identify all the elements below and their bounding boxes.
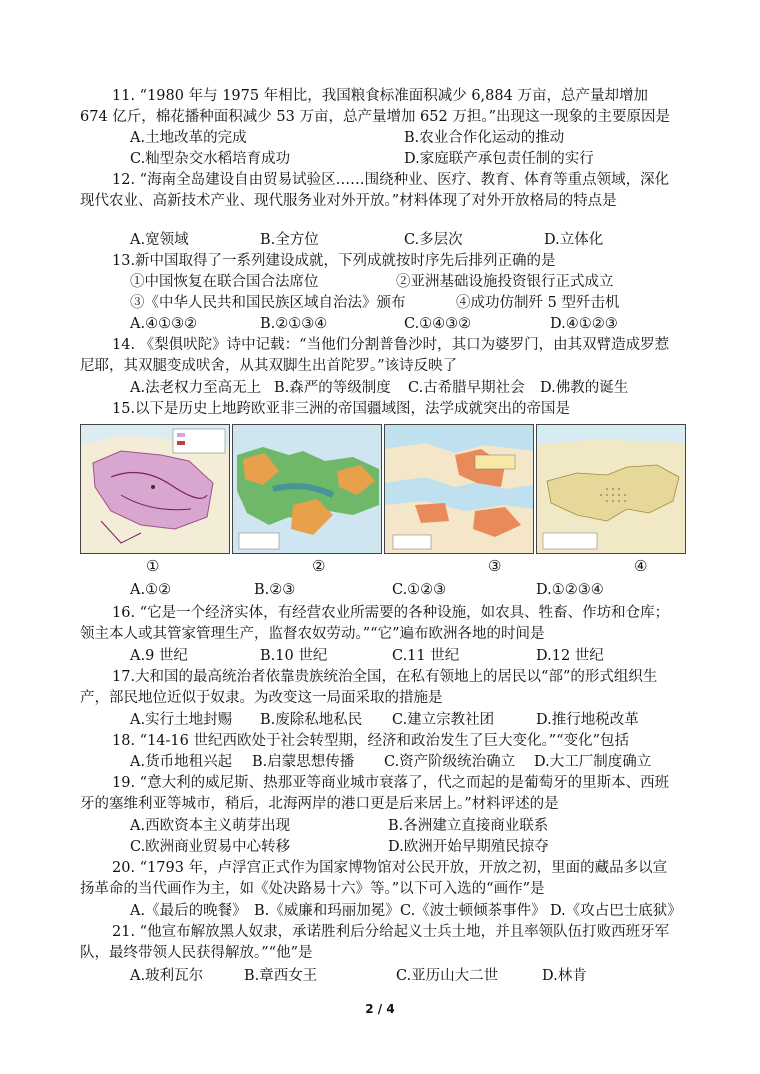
q19-option-d[interactable]: D.欧洲开始早期殖民掠夺 xyxy=(388,839,549,855)
q17-option-d[interactable]: D.推行地税改革 xyxy=(536,712,639,728)
q13-option-b[interactable]: B.②①③④ xyxy=(260,316,328,332)
map-arab-empire[interactable] xyxy=(536,424,686,554)
question-14-options xyxy=(130,378,690,399)
q11-option-a[interactable]: A.土地改革的完成 xyxy=(130,130,247,146)
q13-item-2: ②亚洲基础设施投资银行正式成立 xyxy=(396,274,614,290)
q11-option-c[interactable]: C.籼型杂交水稻培育成功 xyxy=(130,151,291,167)
question-20-stem: 20. “1793 年，卢浮宫正式作为国家博物馆对公民开放，开放之初，里面的藏品多以宣扬革命的当代画作为主，如《处决路易十六》等。”以下可入选的“画作”是 xyxy=(80,860,668,897)
q12-option-c[interactable]: C.多层次 xyxy=(404,232,463,248)
q18-option-c[interactable]: C.资产阶级统治确立 xyxy=(384,754,516,770)
q12-option-a[interactable]: A.宽领域 xyxy=(130,232,189,248)
q21-option-a[interactable]: A.玻利瓦尔 xyxy=(130,968,204,984)
q11-option-b[interactable]: B.农业合作化运动的推动 xyxy=(404,130,565,146)
q21-option-c[interactable]: C.亚历山大二世 xyxy=(396,968,499,984)
q14-option-d[interactable]: D.佛教的诞生 xyxy=(540,380,629,396)
map-persian-empire[interactable] xyxy=(80,424,230,554)
q13-item-1: ①中国恢复在联合国合法席位 xyxy=(130,274,319,290)
question-16-options xyxy=(130,646,690,667)
q13-option-c[interactable]: C.①④③② xyxy=(404,316,472,332)
question-21-options xyxy=(130,966,690,987)
question-12-stem: 12. “海南全岛建设自由贸易试验区……围绕种业、医疗、教育、体育等重点领域，深化现代农业、高新技术产业、现代服务业对外开放。”材料体现了对外开放格局的特点是 xyxy=(80,172,670,209)
q12-option-b[interactable]: B.全方位 xyxy=(260,232,319,248)
q16-option-b[interactable]: B.10 世纪 xyxy=(260,648,328,664)
q19-option-a[interactable]: A.西欧资本主义萌芽出现 xyxy=(130,818,291,834)
q12-option-d[interactable]: D.立体化 xyxy=(544,232,604,248)
q14-option-b[interactable]: B.森严的等级制度 xyxy=(274,380,391,396)
question-15-stem: 15.以下是历史上地跨欧亚非三洲的帝国疆域图，法学成就突出的帝国是 xyxy=(112,401,571,417)
q21-option-d[interactable]: D.林肯 xyxy=(542,968,587,984)
q15-option-d[interactable]: D.①②③④ xyxy=(536,582,604,598)
question-21-stem: 21. “他宣布解放黑人奴隶，承诺胜利后分给起义士兵土地，并且率领队伍打败西班牙军队，最终带领人民获得解放。”“他”是 xyxy=(80,924,670,961)
q18-option-b[interactable]: B.启蒙思想传播 xyxy=(252,754,355,770)
q13-option-a[interactable]: A.④①③② xyxy=(130,316,198,332)
question-18-stem: 18. “14-16 世纪西欧处于社会转型期，经济和政治发生了巨大变化。”“变化”包括 xyxy=(112,733,629,749)
q20-option-d[interactable]: D.《攻占巴士底狱》 xyxy=(550,903,682,919)
q17-option-b[interactable]: B.废除私地私民 xyxy=(260,712,363,728)
q11-option-d[interactable]: D.家庭联产承包责任制的实行 xyxy=(404,151,594,167)
q19-option-b[interactable]: B.各洲建立直接商业联系 xyxy=(388,818,549,834)
q13-item-3: ③《中华人民共和国民族区域自治法》颁布 xyxy=(130,295,406,311)
q15-option-b[interactable]: B.②③ xyxy=(254,582,296,598)
question-19-options-row1 xyxy=(130,816,690,837)
q16-option-d[interactable]: D.12 世纪 xyxy=(536,648,604,664)
q13-option-d[interactable]: D.④①②③ xyxy=(550,316,618,332)
q20-option-c[interactable]: C.《波士顿倾茶事件》 xyxy=(400,903,546,919)
map-label-4: ④ xyxy=(634,557,648,575)
page-number: 2 / 4 xyxy=(365,1002,395,1016)
q18-option-a[interactable]: A.货币地租兴起 xyxy=(130,754,233,770)
q16-option-a[interactable]: A.9 世纪 xyxy=(130,648,188,664)
question-17-options xyxy=(130,710,690,731)
q13-item-4: ④成功仿制歼 5 型歼击机 xyxy=(456,295,620,311)
question-16-stem: 16. “它是一个经济实体，有经营农业所需要的各种设施，如农具、牲畜、作坊和仓库；领主本人或其管家管理生产，监督农奴劳动。”“它”遍布欧洲各地的时间是 xyxy=(80,605,670,642)
q20-option-a[interactable]: A.《最后的晚餐》 xyxy=(130,903,247,919)
q18-option-d[interactable]: D.大工厂制度确立 xyxy=(534,754,652,770)
q15-option-c[interactable]: C.①②③ xyxy=(392,582,447,598)
map-byzantine-empire[interactable] xyxy=(384,424,534,554)
question-20-options xyxy=(130,901,690,922)
question-15-options xyxy=(130,580,690,601)
question-13-options xyxy=(130,314,690,335)
map-label-2: ② xyxy=(312,557,326,575)
question-11-options-row1 xyxy=(130,128,690,149)
q15-option-a[interactable]: A.①② xyxy=(130,582,172,598)
map-label-1: ① xyxy=(146,557,160,575)
question-11-stem: 11. “1980 年与 1975 年相比，我国粮食标准面积减少 6,884 万亩，总产量却增加 674 亿斤，棉花播种面积减少 53 万亩，总产量增加 652 万担。”出现这一现象的主要原因是 xyxy=(80,88,671,125)
question-19-options-row2 xyxy=(130,837,690,858)
map-label-3: ③ xyxy=(488,557,502,575)
map-roman-empire[interactable] xyxy=(232,424,382,554)
empire-maps xyxy=(80,424,680,554)
question-17-stem: 17.大和国的最高统治者依靠贵族统治全国，在私有领地上的居民以“部”的形式组织生产，部民地位近似于奴隶。为改变这一局面采取的措施是 xyxy=(80,669,658,706)
question-11-options-row2 xyxy=(130,149,690,170)
question-18-options xyxy=(130,752,690,773)
q17-option-a[interactable]: A.实行土地封赐 xyxy=(130,712,233,728)
question-12-options xyxy=(130,230,690,251)
q17-option-c[interactable]: C.建立宗教社团 xyxy=(392,712,495,728)
q20-option-b[interactable]: B.《威廉和玛丽加冕》 xyxy=(254,903,400,919)
q21-option-b[interactable]: B.章西女王 xyxy=(244,968,318,984)
question-14-stem: 14. 《梨俱吠陀》诗中记载：“当他们分割普鲁沙时，其口为婆罗门，由其双臂造成罗惹尼耶，其双腿变成吠舍，从其双脚生出首陀罗。”该诗反映了 xyxy=(80,337,670,374)
q14-option-c[interactable]: C.古希腊早期社会 xyxy=(408,380,525,396)
q19-option-c[interactable]: C.欧洲商业贸易中心转移 xyxy=(130,839,291,855)
question-19-stem: 19. “意大利的威尼斯、热那亚等商业城市衰落了，代之而起的是葡萄牙的里斯本、西班牙的塞维利亚等城市，稍后，北海两岸的港口更是后来居上。”材料评述的是 xyxy=(80,775,670,812)
q16-option-c[interactable]: C.11 世纪 xyxy=(392,648,460,664)
question-13-stem: 13.新中国取得了一系列建设成就，下列成就按时序先后排列正确的是 xyxy=(112,253,556,269)
q14-option-a[interactable]: A.法老权力至高无上 xyxy=(130,380,262,396)
